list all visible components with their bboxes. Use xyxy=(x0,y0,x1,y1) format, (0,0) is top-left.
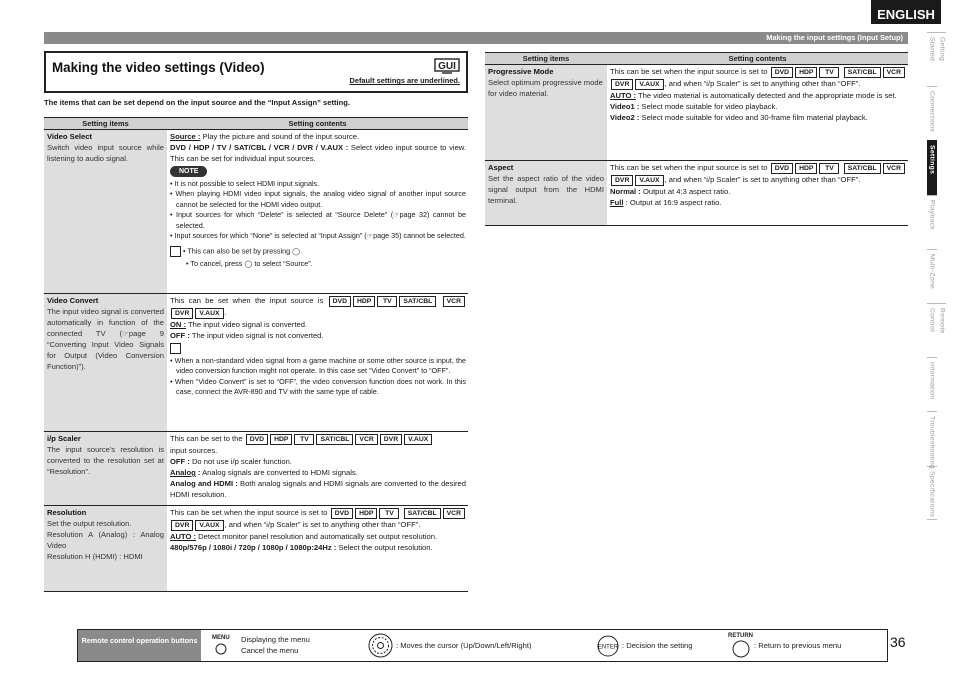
item-name: Video Select xyxy=(47,132,93,141)
source-button-vaux: V.AUX xyxy=(195,520,223,531)
source-button-dvr: DVR xyxy=(611,79,633,90)
section-title-box xyxy=(44,51,468,93)
source-button-vaux: V.AUX xyxy=(195,308,223,319)
source-button-vaux: V.AUX xyxy=(404,434,432,445)
source-button-satcbl: SAT/CBL xyxy=(399,296,436,307)
source-button-vaux: V.AUX xyxy=(635,175,663,186)
tip-pen-icon xyxy=(170,246,181,257)
note-item: • Input sources for which “None” is selected at “Input Assign” (☞page 35) cannot be selected. xyxy=(170,231,466,241)
source-button-dvr: DVR xyxy=(171,520,193,531)
source-button-dvd: DVD xyxy=(771,163,793,174)
col-header-contents: Setting contents xyxy=(167,118,468,130)
side-tab-information[interactable]: Information xyxy=(927,357,937,411)
note-item: • It is not possible to select HDMI input signals. xyxy=(170,179,320,188)
side-tab-multi-zone[interactable]: Multi-Zone xyxy=(927,249,937,303)
source-button-tv: TV xyxy=(377,296,397,307)
note-item: • Input sources for which “Delete” is selected at “Source Delete” (☞page 32) cannot be selected. xyxy=(170,210,466,230)
source-button-vcr: VCR xyxy=(443,508,465,519)
side-tab-remote-control[interactable]: Remote Control xyxy=(927,303,946,357)
source-button-hdp: HDP xyxy=(353,296,375,307)
page-number: 36 xyxy=(890,634,906,650)
source-button-vcr: VCR xyxy=(883,163,905,174)
source-button-tv: TV xyxy=(819,163,839,174)
source-button-vaux: V.AUX xyxy=(635,79,663,90)
item-desc: The input source's resolution is converted to the resolution set at “Resolution”. xyxy=(47,445,164,476)
return-button-icon xyxy=(732,640,750,658)
cursor-pad-icon xyxy=(368,633,393,658)
col-header-contents: Setting contents xyxy=(607,53,908,65)
video-settings-table-continued xyxy=(485,52,908,226)
source-button-dvd: DVD xyxy=(771,67,793,78)
source-button-tv: TV xyxy=(819,67,839,78)
note-item: • When playing HDMI video input signals, the analog video signal of another input source cannot be selected for the HDMI video output. xyxy=(170,189,467,209)
source-button-dvd: DVD xyxy=(331,508,353,519)
tip-pen-icon xyxy=(170,343,181,354)
source-button-vcr: VCR xyxy=(883,67,905,78)
enter-button-icon xyxy=(597,635,619,657)
side-tab-getting-started[interactable]: Getting Started xyxy=(927,32,946,86)
table-row-ip-scaler: i/p Scaler The input source's resolution is converted to the resolution set at “Resolution”. This can be set to the DVD HDP TV SAT/CBL VCR DVR V.AUX input sources. OFF : Do not use i/p scaler function. Analog : Analog signals are converted to HDMI signals. Analog and HDMI : Both analog signals and HDMI signals are converted to the desired HDMI resolution. xyxy=(44,432,468,506)
source-button-dvr: DVR xyxy=(611,175,633,186)
source-button-satcbl: SAT/CBL xyxy=(316,434,353,445)
source-button-hdp: HDP xyxy=(355,508,377,519)
table-row-video-select: Video Select Switch video input source while listening to audio signal. Source : Play the picture and sound of the input source. DVD / HDP / TV / SAT/CBL / VCR / DVR / V.AUX : Select video input source to view. This can be set for individual input sources. NOTE • It is not possible to select HDMI input signals. • When playing HDMI video input signals, the analog video signal of another input source cannot be selected for the HDMI video output. • Input sources for which “Delete” is selected at “Source Delete” (☞page 32) cannot be selected. • Input sources for which “None” is selected at “Input Assign” (☞page 35) cannot be selected. • This can also be set by pressing ◯. • To cancel, press ◯ to select “Source”. xyxy=(44,130,468,294)
source-button-dvd: DVD xyxy=(246,434,268,445)
source-button-dvr: DVR xyxy=(380,434,402,445)
language-label: ENGLISH xyxy=(871,0,941,24)
return-key-label: RETURN xyxy=(728,633,753,639)
side-tab-settings[interactable]: Settings xyxy=(927,140,937,194)
v-sel-key-icon: ◯ xyxy=(292,246,301,256)
intro-text: The items that can be set depend on the input source and the “Input Assign” setting. xyxy=(44,98,351,107)
source-button-satcbl: SAT/CBL xyxy=(844,67,881,78)
side-tab-troubleshooting[interactable]: Troubleshooting xyxy=(927,411,937,465)
item-desc: Select optimum progressive mode for video material. xyxy=(488,78,603,98)
item-name: Aspect xyxy=(488,163,514,172)
side-tab-connections[interactable]: Connections xyxy=(927,86,937,140)
table-row-progressive-mode: Progressive Mode Select optimum progressive mode for video material. This can be set when the input source is set to DVD HDP TV SAT/CBL VCRDVR V.AUX , and when “i/p Scaler” is set to anything other than “OFF”. AUTO : The video material is automatically detected and the appropriate mode is set. Video1 : Select mode suitable for video playback. Video2 : Select mode suitable for video and 30-frame film material playback. xyxy=(485,65,908,161)
svg-text:ENTER: ENTER xyxy=(597,644,619,651)
section-header-bar: Making the input settings (Input Setup) xyxy=(44,32,908,44)
col-header-items: Setting items xyxy=(485,53,607,65)
default-settings-note: Default settings are underlined. xyxy=(349,76,460,86)
gui-icon xyxy=(434,58,460,74)
side-tab-specifications[interactable]: Specifications xyxy=(927,466,937,520)
remote-control-legend: Remote control operation buttons MENU Displaying the menu Cancel the menu : Moves the cursor (Up/Down/Left/Right) ENTER : Decision the setting RETURN : Return to previous menu xyxy=(77,629,888,662)
menu-key-label: MENU xyxy=(212,635,230,641)
menu-button-icon xyxy=(215,643,227,655)
note-badge: NOTE xyxy=(170,166,207,177)
item-desc: Set the aspect ratio of the video signal output from the HDMI terminal. xyxy=(488,174,604,205)
source-button-tv: TV xyxy=(294,434,314,445)
page-title: Making the video settings (Video) xyxy=(52,60,265,75)
v-sel-key-icon: ◯ xyxy=(244,258,253,268)
source-button-tv: TV xyxy=(379,508,399,519)
item-name: Progressive Mode xyxy=(488,67,554,76)
item-name: Video Convert xyxy=(47,296,99,305)
source-button-dvd: DVD xyxy=(329,296,351,307)
legend-label: Remote control operation buttons xyxy=(78,630,201,661)
item-desc: Switch video input source while listening to audio signal. xyxy=(47,143,164,163)
source-button-satcbl: SAT/CBL xyxy=(404,508,441,519)
source-button-dvr: DVR xyxy=(171,308,193,319)
source-button-vcr: VCR xyxy=(443,296,465,307)
video-settings-table xyxy=(44,117,468,592)
source-button-satcbl: SAT/CBL xyxy=(844,163,881,174)
item-desc: The input video signal is converted automatically in function of the connected TV (☞page 9 “Converting Input Video Signals for Output (Video Conversion Function)”). xyxy=(47,307,164,371)
item-name: i/p Scaler xyxy=(47,434,81,443)
table-row-video-convert: Video Convert The input video signal is converted automatically in function of the connected TV (☞page 9 “Converting Input Video Signals for Output (Video Conversion Function)”). This can be set when the input source is DVD HDP TV SAT/CBL VCRDVR V.AUX . ON : The input video signal is converted. OFF : The input video signal is not converted. • When a non-standard video signal from a game machine or some other source is input, the video conversion function might not operate. In this case set “Video Convert” to “OFF”. • When “Video Convert” is set to “OFF”, the video conversion function does not work. In this case, connect the AVR-890 and TV with the same type of cable. xyxy=(44,294,468,432)
source-button-hdp: HDP xyxy=(795,163,817,174)
table-row-resolution: Resolution Set the output resolution. Resolution A (Analog) : Analog Video Resolution H (HDMI) : HDMI This can be set when the input source is set to DVD HDP TV SAT/CBL VCRDVR V.AUX , and when “i/p Scaler” is set to anything other than “OFF”. AUTO : Detect monitor panel resolution and automatically set output resolution. 480p/576p / 1080i / 720p / 1080p / 1080p:24Hz : Select the output resolution. xyxy=(44,506,468,592)
side-tab-playback[interactable]: Playback xyxy=(927,195,937,249)
svg-text:GUI: GUI xyxy=(438,61,456,72)
side-tab-nav xyxy=(927,32,954,520)
item-name: Resolution xyxy=(47,508,87,517)
source-button-vcr: VCR xyxy=(355,434,377,445)
source-button-hdp: HDP xyxy=(795,67,817,78)
source-button-hdp: HDP xyxy=(270,434,292,445)
table-row-aspect: Aspect Set the aspect ratio of the video signal output from the HDMI terminal. This can be set when the input source is set to DVD HDP TV SAT/CBL VCRDVR V.AUX , and when “i/p Scaler” is set to anything other than “OFF”. Normal : Output at 4:3 aspect ratio. Full : Output at 16:9 aspect ratio. xyxy=(485,161,908,226)
col-header-items: Setting items xyxy=(44,118,167,130)
